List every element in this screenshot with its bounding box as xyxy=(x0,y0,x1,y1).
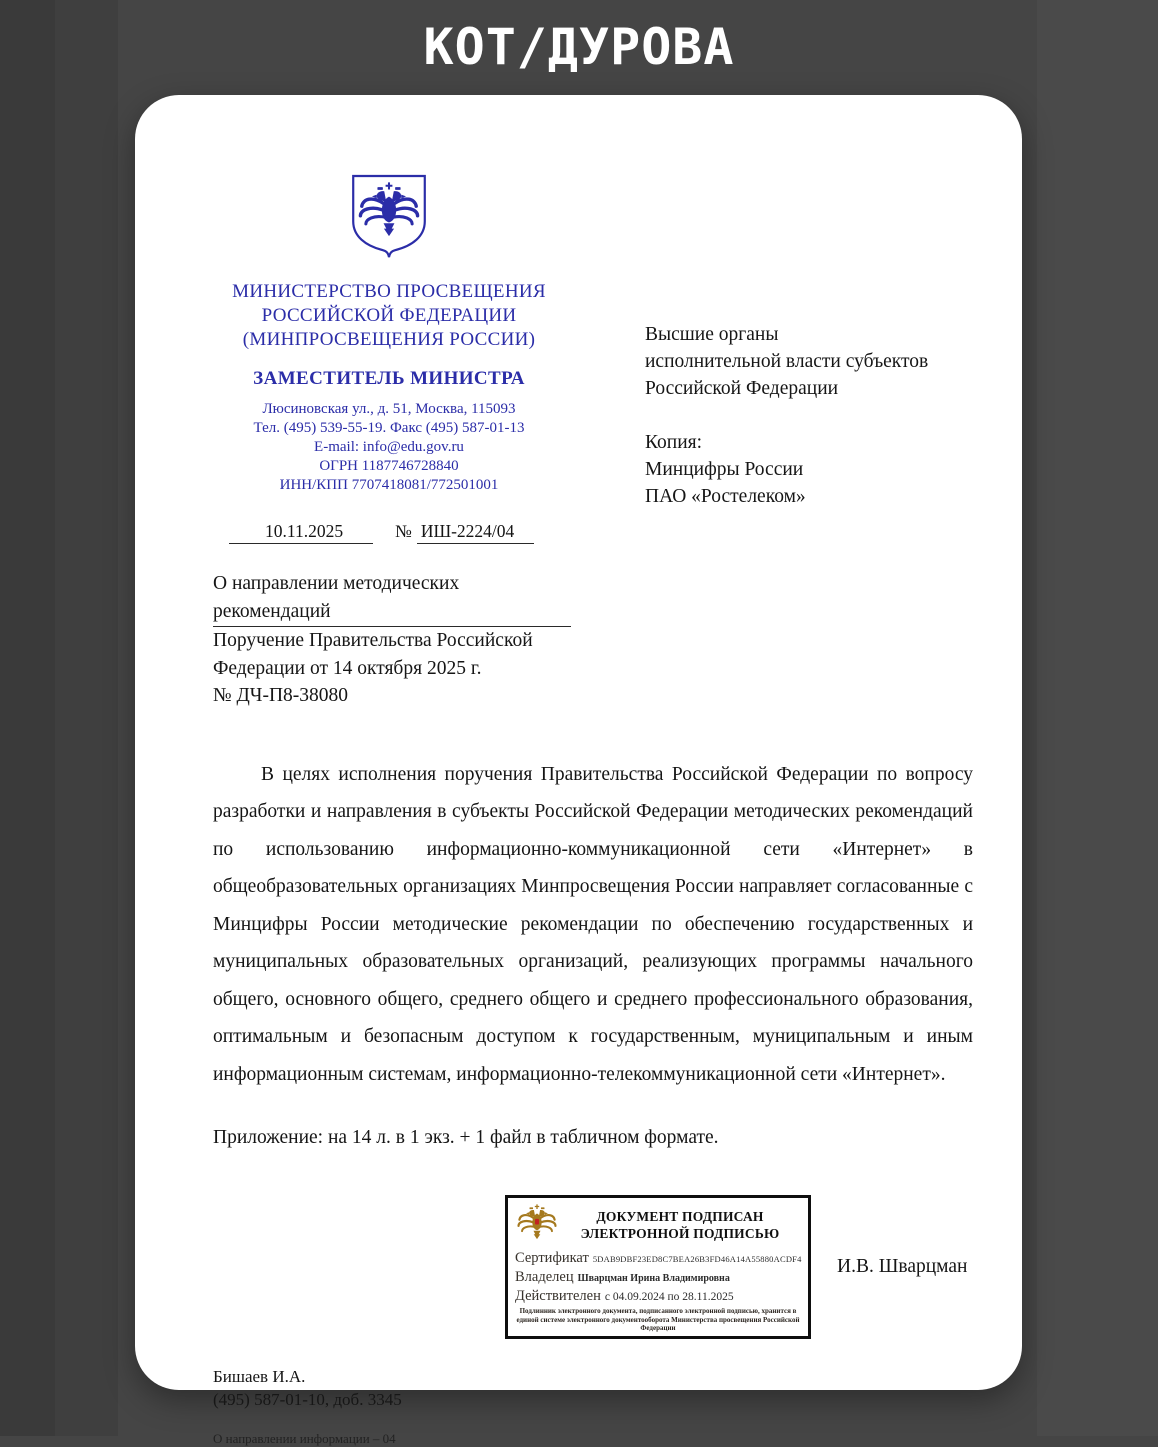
validity-value: с 04.09.2024 по 28.11.2025 xyxy=(604,1291,734,1303)
ogrn-line: ОГРН 1187746728840 xyxy=(319,458,459,474)
ministry-name-line3: (МИНПРОСВЕЩЕНИЯ РОССИИ) xyxy=(242,329,536,350)
executor-phone: (495) 587-01-10, доб. 3345 xyxy=(213,1389,402,1409)
recipient-line1: Высшие органы xyxy=(645,324,779,345)
signer-name: И.В. Шварцман xyxy=(837,1255,968,1277)
letter-number: ИШ-2224/04 xyxy=(417,521,534,544)
signature-row xyxy=(213,1195,988,1339)
spacer xyxy=(645,402,988,429)
copy-recipient-2: ПАО «Ростелеком» xyxy=(645,486,806,507)
recipients-block xyxy=(645,169,988,510)
background-band-left-2 xyxy=(55,0,118,1436)
inn-kpp-line: ИНН/КПП 7707418081/772501001 xyxy=(279,477,499,493)
subject-line1: О направлении методических xyxy=(213,573,460,594)
subject-line2-underlined: рекомендаций xyxy=(213,598,571,628)
number-sign: № xyxy=(395,521,412,541)
owner-value: Шварцман Ирина Владимировна xyxy=(577,1273,730,1284)
sender-contacts xyxy=(213,400,565,495)
copy-recipient-1: Минцифры России xyxy=(645,459,804,480)
footer-note: О направлении информации – 04 xyxy=(213,1430,396,1446)
executor-name: Бишаев И.А. xyxy=(213,1366,306,1386)
validity-row xyxy=(515,1287,801,1305)
recipient-line3: Российской Федерации xyxy=(645,378,839,399)
owner-row xyxy=(515,1268,801,1286)
subject-block xyxy=(213,570,565,710)
stamp-title-line1: ДОКУМЕНТ ПОДПИСАН xyxy=(596,1209,764,1224)
ministry-name xyxy=(213,280,565,352)
sender-block xyxy=(213,169,565,710)
owner-label: Владелец xyxy=(515,1269,574,1285)
attachment-line: Приложение: на 14 л. в 1 экз. + 1 файл в табличном формате. xyxy=(213,1127,719,1148)
certificate-row xyxy=(515,1249,801,1267)
stamp-fine-print: Подлинник электронного документа, подписанного электронной подписью, хранится в единой системе электронного документооборота Министерства просвещения Российской Федерации xyxy=(516,1307,800,1332)
letter-date: 10.11.2025 xyxy=(229,521,373,544)
copy-label: Копия: xyxy=(645,432,703,453)
stamp-title-line2: ЭЛЕКТРОННОЙ ПОДПИСЬЮ xyxy=(580,1226,780,1241)
recipient-line2: исполнительной власти субъектов xyxy=(645,351,929,372)
email-line: E-mail: info@edu.gov.ru xyxy=(314,439,464,455)
watermark-logo-text: КОТ/ДУРОВА xyxy=(423,18,735,76)
russia-coat-of-arms-icon xyxy=(339,169,439,265)
reference-line1: Поручение Правительства Российской xyxy=(213,630,533,651)
date-number-row xyxy=(213,521,565,544)
background-band-left xyxy=(0,0,55,1436)
phone-fax-line: Тел. (495) 539-55-19. Факс (495) 587-01-13 xyxy=(253,420,525,436)
certificate-label: Сертификат xyxy=(515,1250,589,1266)
reference-line2: Федерации от 14 октября 2025 г. xyxy=(213,657,482,679)
certificate-value: 5DAB9DBF23ED8C7BEA26B3FD46A14A55880ACDF4 xyxy=(592,1254,802,1264)
background-band-right xyxy=(1037,0,1158,1436)
stamp-coat-of-arms-icon xyxy=(515,1202,559,1248)
stamp-title xyxy=(559,1208,801,1242)
address-line: Люсиновская ул., д. 51, Москва, 115093 xyxy=(262,401,516,417)
executor-block xyxy=(213,1365,988,1411)
reference-line3: № ДЧ-П8-38080 xyxy=(213,685,349,706)
letter-body-paragraph: В целях исполнения поручения Правительства Российской Федерации по вопросу разработки и направления в субъекты Российской Федерации методических рекомендаций по использованию информационно-коммуникационной сети «Интернет» в общеобразовательных организациях Минпросвещения России направляет согласованные с Минцифры России методические рекомендации по обеспечению государственных и муниципальных образовательных организаций, реализующих программы начального общего, основного общего, среднего общего и среднего профессионального образования, оптимальным и безопасным доступом к государственным, муниципальным и иным информационным системам, информационно-телекоммуникационной сети «Интернет». xyxy=(213,763,973,1085)
letter-page xyxy=(135,95,1022,1446)
validity-label: Действителен xyxy=(515,1288,601,1304)
ministry-name-line2: РОССИЙСКОЙ ФЕДЕРАЦИИ xyxy=(261,305,517,326)
electronic-signature-stamp xyxy=(505,1195,811,1339)
channel-watermark xyxy=(0,18,1158,76)
letter-header xyxy=(213,169,988,710)
sender-position: ЗАМЕСТИТЕЛЬ МИНИСТРА xyxy=(253,368,525,389)
ministry-name-line1: МИНИСТЕРСТВО ПРОСВЕЩЕНИЯ xyxy=(232,281,546,302)
